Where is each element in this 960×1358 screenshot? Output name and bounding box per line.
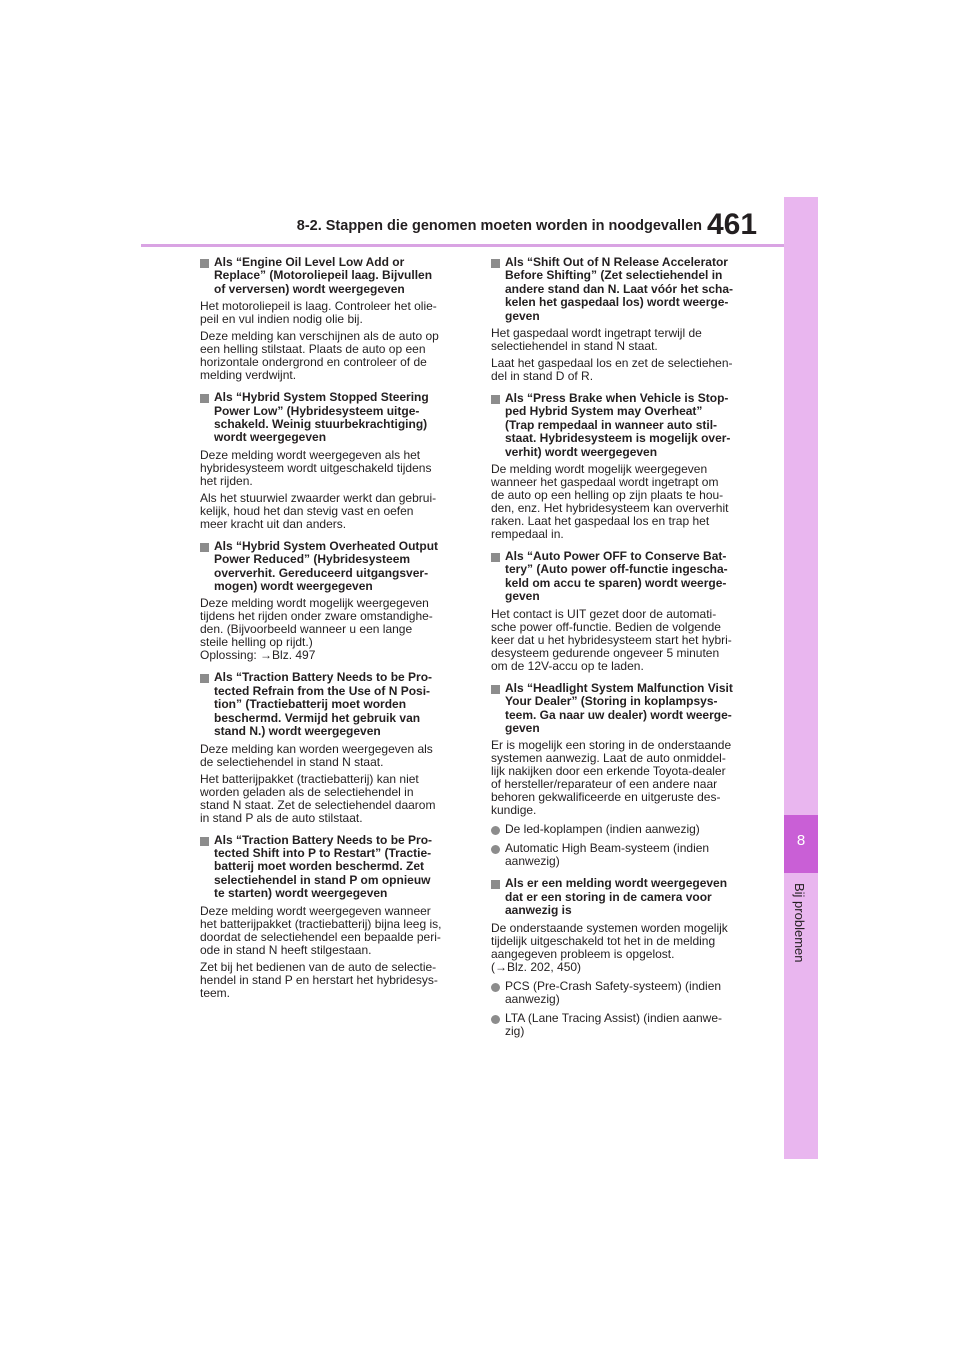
heading-text: Als “Headlight System Malfunction Visit Your Dealer” (Storing in koplampsys- teem. Ga naar uw dealer) wordt weerge- geven: [505, 680, 733, 735]
list-item-text: Automatic High Beam-systeem (indien aanwezig): [505, 841, 710, 869]
right-column: [491, 256, 759, 1038]
paragraph: De onderstaande systemen worden mogelijk tijdelijk uitgeschakeld tot het in de melding aangegeven probleem is opgelost. (→Blz. 202, 450): [491, 920, 728, 974]
list-item-text: PCS (Pre-Crash Safety-systeem) (indien aanwezig): [505, 978, 722, 1006]
list-item-text: LTA (Lane Tracing Assist) (indien aanwe- zig): [505, 1010, 722, 1038]
list-item: [491, 1012, 759, 1038]
section-title: 8-2. Stappen die genomen moeten worden in noodgevallen: [296, 218, 702, 234]
section-heading: [491, 256, 759, 323]
section-heading: [491, 550, 759, 604]
chapter-side-tab: [784, 197, 818, 1159]
section-heading: [491, 392, 759, 459]
heading-text: Als “Traction Battery Needs to be Pro- tected Shift into P to Restart” (Tractie- batterij moet worden beschermd. Zet selectiehendel in stand P om opnieuw te starten) wordt weergegeven: [214, 832, 433, 901]
list-item: [491, 980, 759, 1006]
paragraph: Het gaspedaal wordt ingetrapt terwijl de selectiehendel in stand N staat.: [491, 326, 702, 354]
heading-text: Als “Shift Out of N Release Accelerator Before Shifting” (Zet selectiehendel in andere stand dan N. Laat vóór het scha- kelen het gaspedaal los) wordt weerge- geven: [505, 255, 734, 323]
square-bullet-icon: [491, 395, 500, 404]
section-heading: [491, 877, 759, 917]
heading-text: Als “Press Brake when Vehicle is Stop- ped Hybrid System may Overheat” (Trap rempedaal in wanneer auto stil- staat. Hybridesysteem is mogelijk over- verhit) wordt weergegeven: [505, 391, 731, 459]
circle-bullet-icon: [491, 826, 500, 835]
list-item: [491, 823, 759, 836]
paragraph: Deze melding wordt weergegeven wanneer het batterijpakket (tractiebatterij) bijna leeg is, doordat de selectiehendel een bepaalde peri- ode in stand N heeft stilgestaan.: [200, 903, 442, 957]
paragraph: Zet bij het bedienen van de auto de selectie- hendel in stand P en herstart het hybridesys- teem.: [200, 959, 438, 1000]
header-rule: [141, 244, 786, 247]
heading-text: Als “Hybrid System Stopped Steering Power Low” (Hybridesysteem uitge- schakeld. Weinig stuurbekrachtiging) wordt weergegeven: [214, 390, 429, 445]
square-bullet-icon: [491, 880, 500, 889]
heading-text: Als “Hybrid System Overheated Output Power Reduced” (Hybridesysteem oververhit. Gereduceerd uitgangsver- mogen) wordt weergegeven: [214, 538, 439, 594]
paragraph: Laat het gaspedaal los en zet de selectiehen- del in stand D of R.: [491, 356, 733, 384]
paragraph: Het motoroliepeil is laag. Controleer het olie- peil en vul indien nodig olie bij.: [200, 299, 437, 327]
chapter-title: Bij problemen: [792, 883, 807, 963]
square-bullet-icon: [200, 674, 209, 683]
heading-text: Als er een melding wordt weergegeven dat er een storing in de camera voor aanwezig is: [505, 876, 728, 918]
square-bullet-icon: [200, 394, 209, 403]
heading-text: Als “Engine Oil Level Low Add or Replace” (Motoroliepeil laag. Bijvullen of verversen) wordt weergegeven: [214, 255, 433, 296]
section-heading: [200, 540, 468, 594]
paragraph: Het batterijpakket (tractiebatterij) kan niet worden geladen als de selectiehendel in stand N staat. Zet de selectiehendel daarom in stand P als de auto stilstaat.: [200, 771, 436, 825]
paragraph: De melding wordt mogelijk weergegeven wanneer het gaspedaal wordt ingetrapt om de auto op een helling op zijn plaats te hou- den, enz. Het hybridesysteem kan oververhit raken. Laat het gaspedaal los en trap het rempedaal in.: [491, 462, 729, 542]
square-bullet-icon: [200, 543, 209, 552]
square-bullet-icon: [491, 685, 500, 694]
heading-text: Als “Traction Battery Needs to be Pro- tected Refrain from the Use of N Posi- tion” (Tractiebatterij moet worden beschermd. Vermijd het gebruik van stand N.) wordt weergegeven: [214, 670, 433, 739]
chapter-number: 8: [796, 832, 806, 849]
section-heading: [200, 834, 468, 901]
paragraph: Het contact is UIT gezet door de automati- sche power off-functie. Bedien de volgende keer dat u het hybridesysteem start het hybri- desysteem gedurende ongeveer 5 minuten om de 12V-accu op te laden.: [491, 606, 732, 673]
left-column: [200, 256, 468, 1000]
heading-text: Als “Auto Power OFF to Conserve Bat- tery” (Auto power off-functie ingescha- keld om accu te sparen) wordt weerge- geven: [505, 549, 728, 604]
section-heading: [200, 256, 468, 296]
section-heading: [200, 391, 468, 445]
square-bullet-icon: [491, 259, 500, 268]
square-bullet-icon: [491, 553, 500, 562]
paragraph: Deze melding wordt mogelijk weergegeven tijdens het rijden onder zware omstandighe- den. (Bijvoorbeeld wanneer u een lange steile helling op rijdt.) Oplossing: →Blz. 497: [200, 596, 433, 663]
section-heading: [491, 682, 759, 736]
list-item: [491, 842, 759, 868]
circle-bullet-icon: [491, 1015, 500, 1024]
circle-bullet-icon: [491, 983, 500, 992]
paragraph: Er is mogelijk een storing in de onderstaande systemen aanwezig. Laat de auto onmiddel- lijk nakijken door een erkende Toyota-dealer of hersteller/reparateur of een andere naar behoren gekwalificeerde en uitgeruste des- kundige.: [491, 738, 732, 818]
square-bullet-icon: [200, 837, 209, 846]
list-item-text: De led-koplampen (indien aanwezig): [505, 822, 700, 837]
paragraph: Als het stuurwiel zwaarder werkt dan gebrui- kelijk, houd het dan stevig vast en oefen meer kracht uit dan anders.: [200, 490, 437, 531]
paragraph: Deze melding kan worden weergegeven als de selectiehendel in stand N staat.: [200, 741, 433, 769]
paragraph: Deze melding kan verschijnen als de auto op een helling stilstaat. Plaats de auto op een horizontale ondergrond en controleer of de melding verdwijnt.: [200, 329, 439, 383]
paragraph: Deze melding wordt weergegeven als het hybridesysteem wordt uitgeschakeld tijdens het rijden.: [200, 447, 432, 488]
page-number: 461: [707, 208, 758, 241]
circle-bullet-icon: [491, 845, 500, 854]
square-bullet-icon: [200, 259, 209, 268]
section-heading: [200, 671, 468, 738]
